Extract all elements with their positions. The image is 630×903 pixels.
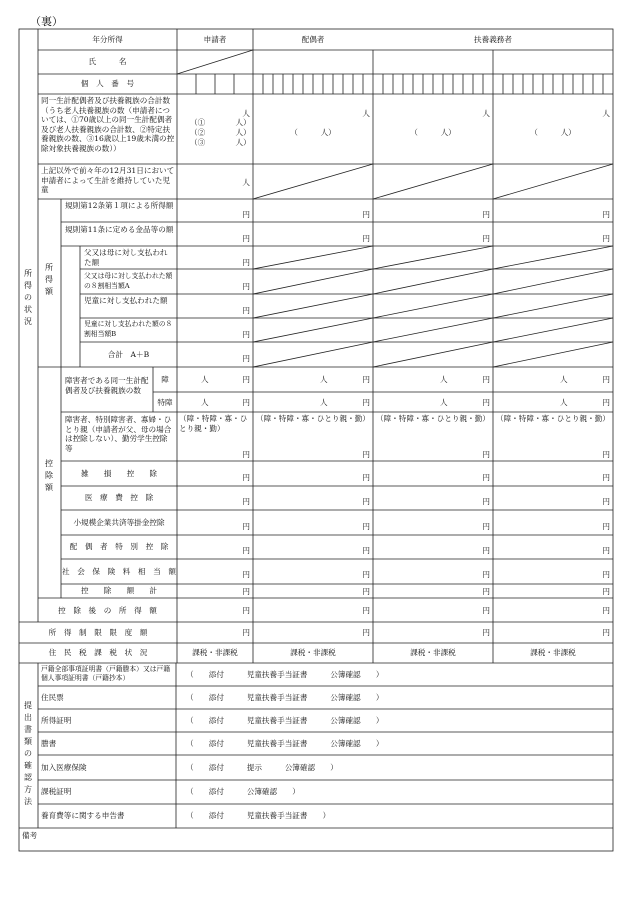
yen-shakai-dep1: 円 — [482, 570, 490, 579]
row-income-b-label: 規則第11条に定める金品等の額 — [65, 225, 174, 234]
yen-kojo-total-applicant: 円 — [242, 587, 250, 596]
special-dep1-opts: （障・特障・寡・ひとり親・勤） — [376, 414, 490, 423]
yen-shokibo-spouse: 円 — [362, 522, 370, 531]
yen-special-applicant: 円 — [242, 450, 250, 459]
doc-juminhyo-status[interactable]: （ 添付 児童扶養手当証書 公簿確認 ） — [186, 693, 384, 702]
yen-iryo-dep1: 円 — [482, 497, 490, 506]
yen-zatsu-spouse: 円 — [362, 473, 370, 482]
yen-income-b-spouse: 円 — [362, 234, 370, 243]
sho-applicant-person: 人 — [201, 375, 209, 384]
yen-income-b-dep2: 円 — [602, 234, 610, 243]
tokusho-dep2-person: 人 — [560, 398, 568, 407]
dep-spouse-sub: （ 人） — [290, 128, 336, 137]
row-income-a-label: 規則第12条第１項による所得額 — [65, 201, 174, 210]
row-sho-label: 障 — [161, 375, 169, 384]
row-tax-label: 住 民 税 課 税 状 況 — [48, 648, 148, 657]
doc-kazei-status[interactable]: （ 添付 公簿確認 ） — [186, 787, 300, 796]
yen-after-spouse: 円 — [362, 606, 370, 615]
yen-special-dep1: 円 — [482, 450, 490, 459]
yen-kojo-total-dep1: 円 — [482, 587, 490, 596]
dep-dep1-sub: （ 人） — [410, 128, 456, 137]
yen-shakai-spouse: 円 — [362, 570, 370, 579]
yen-limit-dep1: 円 — [482, 628, 490, 637]
row-name-label: 氏 名 — [88, 57, 127, 66]
row-dependents-label: 同一生計配偶者及び扶養親族の合計数（うち老人扶養親族の数（申請者については、①70歳以上の同一生計配偶者及び老人扶養親族の合計数、②特定扶養親族の数、③16歳以上19歳未満の控除対象扶養親族の数）） — [41, 96, 175, 153]
yen-income-d-applicant: 円 — [242, 282, 250, 291]
tax-dep2: 課税・非課税 — [530, 648, 576, 657]
tokusho-applicant-yen: 円 — [242, 398, 250, 407]
yen-income-a-dep1: 円 — [482, 210, 490, 219]
section-shotoku-label: 所得の状況 — [24, 269, 32, 326]
yen-shakai-dep2: 円 — [602, 570, 610, 579]
dep-sub1: （① 人） — [190, 118, 251, 127]
row-haigusha-label: 配 偶 者 特 別 控 除 — [69, 542, 169, 551]
row-shokibo-label: 小規模企業共済等掛金控除 — [73, 518, 165, 527]
yen-shokibo-applicant: 円 — [242, 522, 250, 531]
doc-iryo-label: 加入医療保険 — [41, 763, 87, 772]
sho-dep1-yen: 円 — [482, 375, 490, 384]
yen-kojo-total-dep2: 円 — [602, 587, 610, 596]
tokusho-spouse-yen: 円 — [362, 398, 370, 407]
yen-limit-applicant: 円 — [242, 628, 250, 637]
yen-income-e-applicant: 円 — [242, 306, 250, 315]
row-special-label: 障害者、特別障害者、寡婦・ひとり親（申請者が父、母の場合は控除しない）、勤労学生控除等 — [65, 415, 172, 453]
sho-dep2-yen: 円 — [602, 375, 610, 384]
doc-juminhyo-label: 住民票 — [41, 693, 64, 702]
tokusho-applicant-person: 人 — [201, 398, 209, 407]
row-income-total-label: 合計 A＋B — [107, 350, 150, 359]
section-shotokugaku-label: 所得額 — [45, 263, 53, 296]
row-mynumber-label: 個 人 番 号 — [80, 79, 135, 88]
doc-shotoku-status[interactable]: （ 添付 児童扶養手当証書 公簿確認 ） — [186, 716, 384, 725]
section-docs-label: 提出書類の確認方法 — [24, 701, 32, 806]
header-row-label: 年分所得 — [92, 35, 123, 44]
sho-spouse-yen: 円 — [362, 375, 370, 384]
notes-label: 備考 — [22, 831, 38, 840]
yen-zatsu-dep1: 円 — [482, 473, 490, 482]
yen-haigusha-spouse: 円 — [362, 546, 370, 555]
row-income-f-label: 児童に対し支払われた額の８割相当額B — [84, 320, 173, 338]
dep-sub3: （③ 人） — [190, 138, 251, 147]
yen-limit-dep2: 円 — [602, 628, 610, 637]
yen-income-a-dep2: 円 — [602, 210, 610, 219]
row-limit-label: 所 得 制 限 限 度 額 — [48, 628, 148, 637]
row-tokusho-label: 特障 — [157, 398, 173, 407]
tax-dep1: 課税・非課税 — [410, 648, 456, 657]
dep-sub2: （② 人） — [190, 128, 251, 137]
header-dependent: 扶養義務者 — [474, 35, 512, 44]
doc-koseki-status[interactable]: （ 添付 児童扶養手当証書 公簿確認 ） — [186, 670, 384, 679]
yen-haigusha-dep2: 円 — [602, 546, 610, 555]
doc-shotoku-label: 所得証明 — [41, 716, 72, 725]
yen-income-a-applicant: 円 — [242, 210, 250, 219]
doc-tosho-status[interactable]: （ 添付 児童扶養手当証書 公簿確認 ） — [186, 739, 384, 748]
yen-shokibo-dep1: 円 — [482, 522, 490, 531]
yen-income-f-applicant: 円 — [242, 330, 250, 339]
row-children-label: 上記以外で前々年の12月31日において申請者によって生計を維持していた児童 — [41, 166, 175, 194]
tokusho-dep1-yen: 円 — [482, 398, 490, 407]
doc-kazei-label: 課税証明 — [41, 787, 72, 796]
sho-dep1-person: 人 — [440, 375, 448, 384]
row-iryo-label: 医 療 費 控 除 — [84, 493, 154, 502]
dep-dep2-unit: 人 — [602, 109, 610, 118]
row-income-d-label: 父又は母に対し支払われた額の８割相当額A — [84, 272, 173, 290]
doc-yoiku-status[interactable]: （ 添付 児童扶養手当証書 ） — [186, 811, 331, 820]
dep-dep2-sub: （ 人） — [530, 128, 576, 137]
header-applicant: 申請者 — [203, 35, 227, 44]
yen-iryo-spouse: 円 — [362, 497, 370, 506]
yen-after-dep2: 円 — [602, 606, 610, 615]
yen-shakai-applicant: 円 — [242, 570, 250, 579]
yen-shokibo-dep2: 円 — [602, 522, 610, 531]
row-income-c-label: 父又は母に対し支払われた額 — [84, 248, 168, 267]
tax-spouse: 課税・非課税 — [290, 648, 336, 657]
dep-dep1-unit: 人 — [482, 109, 490, 118]
special-applicant-opts: （障・特障・寡・ひとり親・勤） — [179, 414, 248, 433]
tokusho-spouse-person: 人 — [320, 398, 328, 407]
row-income-e-label: 児童に対し支払われた額 — [84, 296, 168, 305]
yen-iryo-dep2: 円 — [602, 497, 610, 506]
yen-zatsu-applicant: 円 — [242, 473, 250, 482]
doc-iryo-status[interactable]: （ 添付 提示 公簿確認 ） — [186, 763, 338, 772]
yen-special-spouse: 円 — [362, 450, 370, 459]
yen-haigusha-dep1: 円 — [482, 546, 490, 555]
row-kojo-total-label: 控 除 額 計 — [81, 586, 157, 595]
row-disabled-dep-label: 障害者である同一生計配偶者及び扶養親族の数 — [65, 376, 149, 395]
doc-koseki-label: 戸籍全部事項証明書（戸籍謄本）又は戸籍個人事項証明書（戸籍抄本） — [41, 665, 171, 682]
yen-haigusha-applicant: 円 — [242, 546, 250, 555]
sho-applicant-yen: 円 — [242, 375, 250, 384]
tokusho-dep2-yen: 円 — [602, 398, 610, 407]
yen-kojo-total-spouse: 円 — [362, 587, 370, 596]
yen-income-c-applicant: 円 — [242, 258, 250, 267]
yen-after-applicant: 円 — [242, 606, 250, 615]
page-side-label: （裏） — [30, 15, 63, 28]
tokusho-dep1-person: 人 — [440, 398, 448, 407]
yen-income-a-spouse: 円 — [362, 210, 370, 219]
doc-yoiku-label: 養育費等に関する申告書 — [41, 811, 125, 820]
special-dep2-opts: （障・特障・寡・ひとり親・勤） — [496, 414, 610, 423]
tax-applicant: 課税・非課税 — [192, 648, 238, 657]
dep-applicant-unit: 人 — [242, 109, 250, 118]
sho-spouse-person: 人 — [320, 375, 328, 384]
dep-spouse-unit: 人 — [362, 109, 370, 118]
children-applicant-unit: 人 — [242, 178, 250, 187]
yen-income-b-applicant: 円 — [242, 234, 250, 243]
yen-zatsu-dep2: 円 — [602, 473, 610, 482]
row-zatsu-label: 雑 損 控 除 — [81, 469, 157, 478]
yen-after-dep1: 円 — [482, 606, 490, 615]
yen-income-b-dep1: 円 — [482, 234, 490, 243]
sho-dep2-person: 人 — [560, 375, 568, 384]
yen-iryo-applicant: 円 — [242, 497, 250, 506]
row-after-label: 控 除 後 の 所 得 額 — [58, 606, 157, 615]
special-spouse-opts: （障・特障・寡・ひとり親・勤） — [256, 414, 370, 423]
header-spouse: 配偶者 — [301, 35, 325, 44]
yen-limit-spouse: 円 — [362, 628, 370, 637]
yen-income-total-applicant: 円 — [242, 354, 250, 363]
doc-tosho-label: 謄書 — [41, 739, 57, 748]
yen-special-dep2: 円 — [602, 450, 610, 459]
section-kojo-label: 控除額 — [45, 459, 53, 492]
row-shakai-label: 社 会 保 険 料 相 当 額 — [62, 567, 176, 576]
